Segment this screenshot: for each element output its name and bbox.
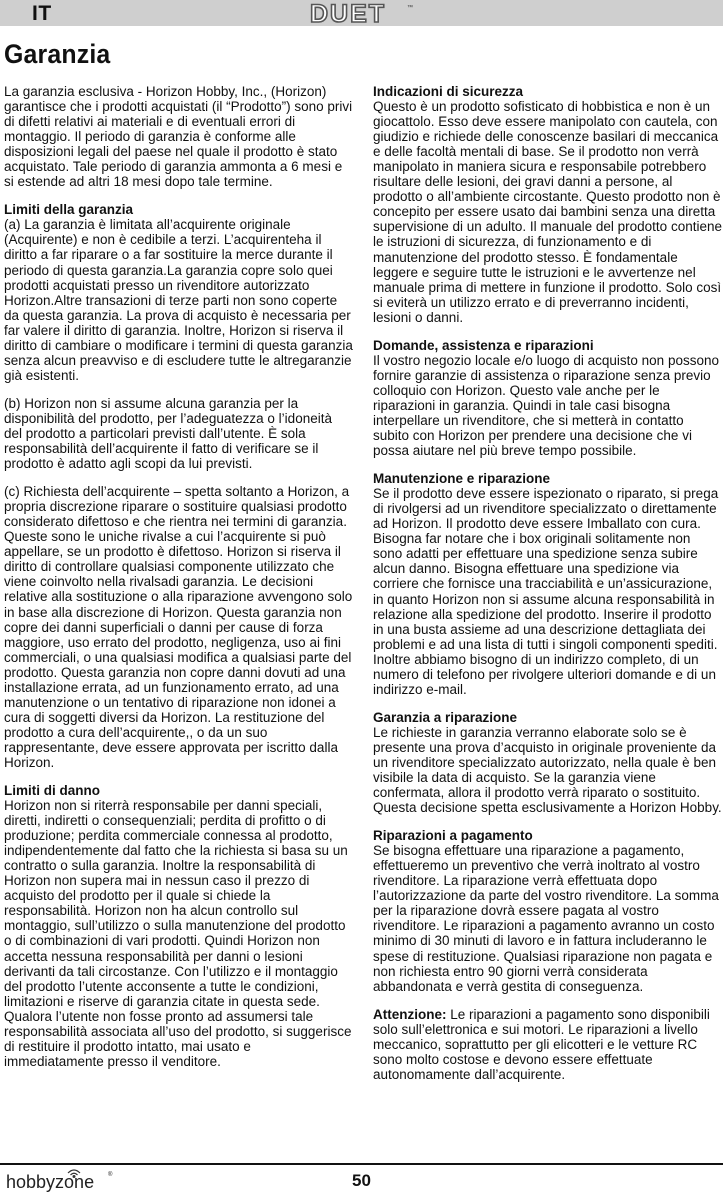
damage-paragraph: Horizon non si riterrà responsabile per danni speciali, diretti, indiretti o consequenziali; perdita di profitto o di produzione; perdita commerciale connessa al prodotto, indipendentemente dal fatto che la richiesta si basa su un contratto o sulla garanzia. Inoltre la responsabilità di Horizon non supera mai in nessun caso il prezzo di acquisto del prodotto per il quale si chiede la responsabilità. Horizon non ha alcun controllo sul montaggio, sull’utilizzo o sulla manutenzione del prodotto o di combinazioni di vari prodotti. Quindi Horizon non accetta nessuna responsabilità per danni o lesioni derivanti da tali circostanze. Con l’utilizzo e il montaggio del prodotto l’utente acconsente a tutte le condizioni, limitazioni e riserve di garanzia citate in questa sede. Qualora l’utente non fosse pronto ad assumersi tale responsabilità associata all’uso del prodotto, si suggerisce di restituire il prodotto intatto, mai usato e immediatamente presso il venditore. [4, 798, 352, 1069]
safety-section [373, 84, 722, 325]
warranty-repair-heading: Garanzia a riparazione [373, 709, 518, 725]
logo-tm: ™ [407, 5, 413, 11]
left-column [4, 84, 353, 1082]
safety-heading: Indicazioni di sicurezza [373, 84, 524, 99]
brand-text: hobbyzone [6, 1172, 95, 1192]
paid-repair-section [373, 828, 722, 994]
damage-heading: Limiti di danno [4, 783, 100, 799]
maintenance-section [373, 471, 722, 697]
questions-section [373, 338, 722, 458]
maintenance-heading: Manutenzione e riparazione [373, 471, 551, 487]
attention-label: Attenzione: [373, 1006, 447, 1022]
language-label: IT [32, 2, 52, 25]
right-column [373, 84, 722, 1095]
page-title: Garanzia [4, 39, 111, 69]
paid-repair-paragraph: Se bisogna effettuare una riparazione a pagamento, effettueremo un preventivo che verrà inoltrato al vostro rivenditore. La riparazione verrà effettuata dopo l’autorizzazione da parte del vostro rivenditore. La somma per la riparazione dovrà essere pagata al vostro rivenditore. Le riparazioni a pagamento avranno un costo minimo di 30 minuti di lavoro e in fattura includeranno le spese di restituzione. Qualsiasi riparazione non pagata e non richiesta entro 90 giorni verrà considerata abbandonata e verrà gestita di conseguenza. [373, 843, 719, 994]
safety-paragraph: Questo è un prodotto sofisticato di hobbistica e non è un giocattolo. Esso deve essere manipolato con cautela, con giudizio e richiede delle conoscenze basilari di meccanica e delle facoltà mentali di base. Se il prodotto non verrà manipolato in maniera sicura e responsabile potrebbero risultare delle lesioni, dei gravi danni a persone, al prodotto o all’ambiente circostante. Questo prodotto non è concepito per essere usato dai bambini senza una diretta supervisione di un adulto. Il manuale del prodotto contiene le istruzioni di sicurezza, di funzionamento e di manutenzione del prodotto stesso. È fondamentale leggere e seguire tutte le istruzioni e le avvertenze nel manuale prima di mettere in funzione il prodotto. Solo così si eviterà un utilizzo errato e di preverranno incidenti, lesioni o danni. [373, 99, 722, 325]
limits-a-paragraph: (a) La garanzia è limitata all’acquirente originale (Acquirente) e non è cedibile a terzi. L’acquirenteha il diritto a far riparare o a far sostituire la merce durante il periodo di questa garanzia.La garanzia copre solo quei prodotti acquistati presso un rivenditore autorizzato Horizon.Altre transazioni di terze parti non sono coperte da questa garanzia. La prova di acquisto è necessaria per far valere il diritto di garanzia. Inoltre, Horizon si riserva il diritto di cambiare o modificare i termini di questa garanzia senza alcun preavviso e di escludere tutte le altregaranzie già esistenti. [4, 217, 353, 383]
header-bar [0, 0, 723, 26]
paid-repair-heading: Riparazioni a pagamento [373, 828, 533, 844]
hobbyzone-logo [6, 1164, 126, 1192]
maintenance-paragraph: Se il prodotto deve essere ispezionato o riparato, si prega di rivolgersi ad un rivenditore specializzato o direttamente ad Horizon. Il prodotto deve essere Imballato con cura. Bisogna far notare che i box originali solitamente non sono adatti per effettuare una spedizione senza subire alcun danno. Bisogna effettuare una spedizione via corriere che fornisce una tracciabilità e un’assicurazione, in quanto Horizon non si assume alcuna responsabilità in relazione alla spedizione del prodotto. Inserire il prodotto in una busta assieme ad una descrizione dettagliata dei problemi e ad una lista di tutti i singoli componenti spediti. Inoltre abbiamo bisogno di un indirizzo completo, di un numero di telefono per rivolgere ulteriori domande e di un indirizzo e-mail. [373, 486, 719, 697]
limits-section [4, 202, 353, 383]
attention-text: Le riparazioni a pagamento sono disponibili solo sull’elettronica e sui motori. Le riparazioni a livello meccanico, soprattutto per gli elicotteri e le vetture RC sono molto costose e devono essere effettuate autonomamente dall’acquirente. [373, 1006, 710, 1082]
brand-reg: ® [108, 1172, 113, 1178]
attention-paragraph [373, 1007, 722, 1082]
limits-b-paragraph: (b) Horizon non si assume alcuna garanzia per la disponibilità del prodotto, per l’adeguatezza o l’idoneità del prodotto a particolari previsti dall’utente. È sola responsabilità dell’acquirente il fatto di verificare se il prodotto è adatto agli scopi da lui previsti. [4, 395, 332, 472]
damage-section [4, 783, 353, 1069]
limits-c-paragraph: (c) Richiesta dell’acquirente – spetta soltanto a Horizon, a propria discrezione riparare o sostituire qualsiasi prodotto considerato difettoso e che rientra nei termini di garanzia. Queste sono le uniche rivalse a cui l’acquirente si può appellare, se un prodotto è difettoso. Horizon si riserva il diritto di controllare qualsiasi componente utilizzato che viene coinvolto nella rivalsadi garanzia. Le decisioni relative alla sostituzione o alla riparazione avvengono solo in base alla discrezione di Horizon. Questa garanzia non copre dei danni superficiali o danni per cause di forza maggiore, uso errato del prodotto, negligenza, uso ai fini commerciali, o una qualsiasi modifica a qualsiasi parte del prodotto. Questa garanzia non copre danni dovuti ad una installazione errata, ad un funzionamento errato, ad una manutenzione o un tentativo di riparazione non idonei a cura di soggetti diversi da Horizon. La restituzione del prodotto a cura dell’acquirente,, o da un suo rappresentante, deve essere approvata per iscritto dalla Horizon. [4, 484, 353, 770]
questions-paragraph: Il vostro negozio locale e/o luogo di acquisto non possono fornire garanzie di assistenza o riparazione senza previo colloquio con Horizon. Questo vale anche per le riparazioni in garanzia. Quindi in tale casi bisogna interpellare un rivenditore, che si metterà in contatto subito con Horizon per prendere una decisione che vi possa aiutare nel più breve tempo possibile. [373, 352, 719, 459]
warranty-repair-section [373, 710, 722, 815]
page-number: 50 [352, 1171, 371, 1190]
intro-paragraph: La garanzia esclusiva - Horizon Hobby, Inc., (Horizon) garantisce che i prodotti acquistati (il “Prodotto”) sono privi di difetti relativi ai materiali e di eventuali errori di montaggio. Il periodo di garanzia è conforme alle disposizioni legali del paese nel quale il prodotto è stato acquistato. Tale periodo di garanzia ammonta a 6 mesi e si estende ad altri 18 mesi dopo tale termine. [4, 84, 353, 190]
warranty-repair-paragraph: Le richieste in garanzia verranno elaborate solo se è presente una prova d’acquisto in originale proveniente da un rivenditore specializzato autorizzato, nella quale è ben visibile la data di acquisto. Se la garanzia viene confermata, allora il prodotto verrà riparato o sostituito. Questa decisione spetta esclusivamente a Horizon Hobby. [373, 724, 722, 816]
limits-heading: Limiti della garanzia [4, 202, 134, 218]
questions-heading: Domande, assistenza e riparazioni [373, 337, 594, 353]
duet-logo [308, 0, 418, 26]
logo-text: DUET [310, 0, 387, 26]
